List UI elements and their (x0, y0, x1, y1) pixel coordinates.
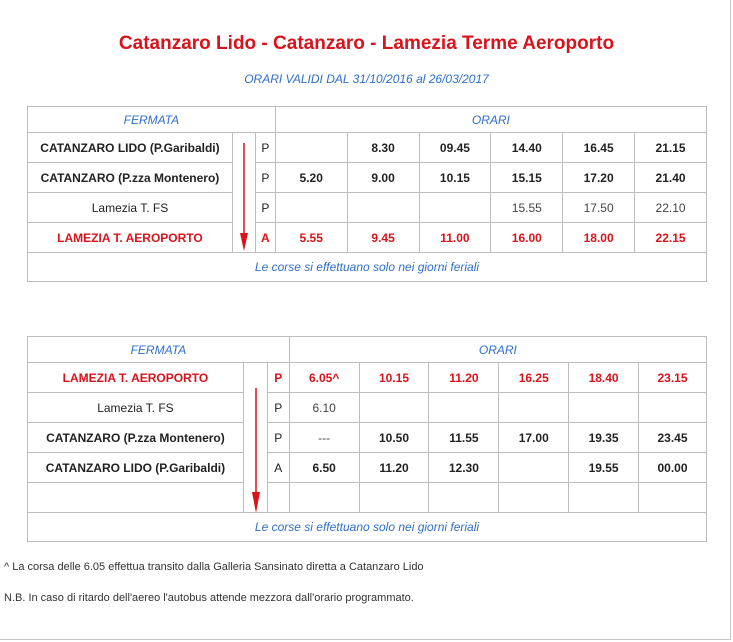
time-cell: 21.40 (635, 163, 707, 193)
time-cell (639, 393, 707, 423)
departure-arrival-flag: A (267, 453, 289, 483)
down-arrow-icon (244, 363, 268, 518)
table-row (28, 393, 707, 423)
time-cell (429, 393, 499, 423)
timetable-outbound (27, 106, 707, 282)
direction-arrow-cell (232, 133, 255, 253)
time-cell: 19.55 (569, 453, 639, 483)
departure-arrival-flag: P (267, 393, 289, 423)
header-fermata: FERMATA (28, 337, 290, 363)
stop-name: CATANZARO (P.zza Montenero) (28, 163, 233, 193)
table-row (28, 483, 707, 513)
time-cell: 09.45 (419, 133, 491, 163)
time-cell (499, 393, 569, 423)
time-cell: 18.40 (569, 363, 639, 393)
table-row (28, 423, 707, 453)
time-cell: 17.00 (499, 423, 569, 453)
header-orari: ORARI (289, 337, 706, 363)
stop-name: Lamezia T. FS (28, 393, 244, 423)
time-cell (499, 453, 569, 483)
time-cell: 12.30 (429, 453, 499, 483)
time-cell: 17.20 (563, 163, 635, 193)
down-arrow-icon (233, 133, 256, 257)
departure-arrival-flag: P (255, 133, 275, 163)
time-cell: 6.50 (289, 453, 359, 483)
time-cell: 6.10 (289, 393, 359, 423)
time-cell (275, 193, 347, 223)
time-cell: 11.20 (429, 363, 499, 393)
footnote-nb: N.B. In caso di ritardo dell'aereo l'autobus attende mezzora dall'orario programmato. (4, 592, 414, 604)
time-cell: 5.20 (275, 163, 347, 193)
time-cell: 11.20 (359, 453, 429, 483)
departure-arrival-flag: P (267, 363, 289, 393)
time-cell: 11.00 (419, 223, 491, 253)
validity-period: ORARI VALIDI DAL 31/10/2016 al 26/03/2017 (244, 72, 489, 86)
time-cell: 23.15 (639, 363, 707, 393)
table-row (28, 223, 707, 253)
time-cell (499, 483, 569, 513)
time-cell: 10.15 (419, 163, 491, 193)
time-cell: 17.50 (563, 193, 635, 223)
header-orari: ORARI (275, 107, 706, 133)
time-cell: 21.15 (635, 133, 707, 163)
table-row (28, 193, 707, 223)
time-cell: 15.15 (491, 163, 563, 193)
note-row (28, 253, 707, 282)
time-cell: 00.00 (639, 453, 707, 483)
header-fermata: FERMATA (28, 107, 276, 133)
stop-name: LAMEZIA T. AEROPORTO (28, 223, 233, 253)
time-cell: 16.45 (563, 133, 635, 163)
time-cell (289, 483, 359, 513)
time-cell (639, 483, 707, 513)
direction-arrow-cell (243, 363, 267, 513)
time-cell: 11.55 (429, 423, 499, 453)
weekday-note: Le corse si effettuano solo nei giorni feriali (28, 513, 707, 542)
stop-name: Lamezia T. FS (28, 193, 233, 223)
table-row (28, 453, 707, 483)
time-cell (419, 193, 491, 223)
note-row (28, 513, 707, 542)
departure-arrival-flag: P (255, 163, 275, 193)
time-cell: 8.30 (347, 133, 419, 163)
departure-arrival-flag: A (255, 223, 275, 253)
time-cell: 10.15 (359, 363, 429, 393)
page-title: Catanzaro Lido - Catanzaro - Lamezia Terme Aeroporto (118, 33, 615, 54)
footnote-caret: ^ La corsa delle 6.05 effettua transito dalla Galleria Sansinato diretta a Catanzaro Lido (4, 561, 424, 573)
time-cell: 9.00 (347, 163, 419, 193)
stop-name: LAMEZIA T. AEROPORTO (28, 363, 244, 393)
time-cell: 16.25 (499, 363, 569, 393)
time-cell: 9.45 (347, 223, 419, 253)
departure-arrival-flag: P (267, 423, 289, 453)
time-cell: 5.55 (275, 223, 347, 253)
stop-name: CATANZARO LIDO (P.Garibaldi) (28, 453, 244, 483)
time-cell: 15.55 (491, 193, 563, 223)
time-cell (569, 393, 639, 423)
time-cell (569, 483, 639, 513)
time-cell: 16.00 (491, 223, 563, 253)
stop-name (28, 483, 244, 513)
stop-name: CATANZARO LIDO (P.Garibaldi) (28, 133, 233, 163)
time-cell: 22.15 (635, 223, 707, 253)
timetable-return (27, 336, 707, 542)
table-row (28, 163, 707, 193)
time-cell (359, 393, 429, 423)
departure-arrival-flag (267, 483, 289, 513)
time-cell (347, 193, 419, 223)
stop-name: CATANZARO (P.zza Montenero) (28, 423, 244, 453)
table-row (28, 363, 707, 393)
header-row (28, 107, 707, 133)
time-cell: 18.00 (563, 223, 635, 253)
weekday-note: Le corse si effettuano solo nei giorni feriali (28, 253, 707, 282)
time-cell: 22.10 (635, 193, 707, 223)
time-cell (275, 133, 347, 163)
time-cell (359, 483, 429, 513)
time-cell: --- (289, 423, 359, 453)
time-cell: 10.50 (359, 423, 429, 453)
header-row (28, 337, 707, 363)
departure-arrival-flag: P (255, 193, 275, 223)
time-cell (429, 483, 499, 513)
time-cell: 23.45 (639, 423, 707, 453)
time-cell: 6.05^ (289, 363, 359, 393)
table-row (28, 133, 707, 163)
time-cell: 14.40 (491, 133, 563, 163)
time-cell: 19.35 (569, 423, 639, 453)
